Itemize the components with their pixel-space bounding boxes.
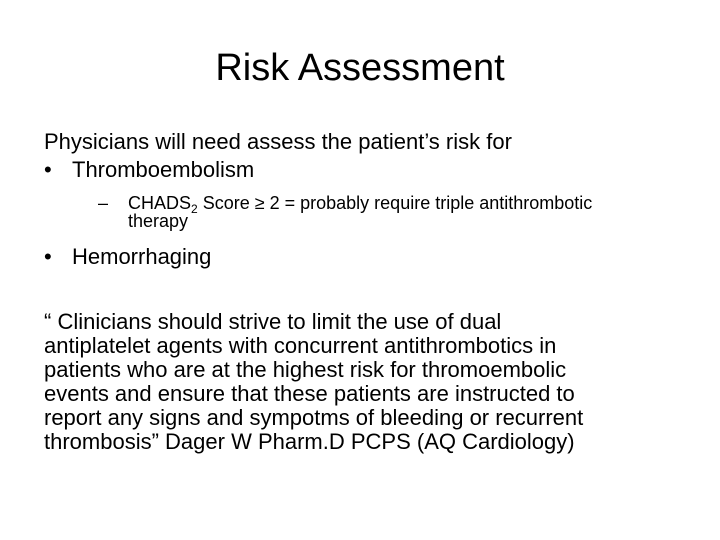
chads-subscript: 2 [191, 202, 198, 216]
chads-label: CHADS [128, 193, 192, 213]
chads-rest-line1: Score ≥ 2 = probably require triple antithrombotic [197, 193, 593, 213]
intro-text: Physicians will need assess the patient’s risk for [44, 129, 512, 154]
bullet-hemorrhaging [44, 243, 211, 271]
quote-line: report any signs and sympotms of bleeding or recurrent [44, 405, 584, 430]
slide-title: Risk Assessment [215, 47, 505, 89]
quote-block [44, 310, 684, 454]
quote-line: patients who are at the highest risk for thromoembolic [44, 357, 567, 382]
bullet-thromboembolism [44, 156, 254, 184]
bullet-text: Hemorrhaging [72, 244, 212, 269]
quote-line: “ Clinicians should strive to limit the use of dual [44, 309, 502, 334]
quote-line: thrombosis” Dager W Pharm.D PCPS (AQ Cardiology) [44, 429, 575, 454]
sub-bullet-chads2 [98, 194, 688, 230]
sub-bullet-text [128, 194, 688, 230]
quote-line: antiplatelet agents with concurrent antithrombotics in [44, 333, 557, 358]
chads-rest-line2: therapy [128, 211, 189, 231]
bullet-text: Thromboembolism [72, 157, 255, 182]
sub-bullet-marker: – [98, 193, 109, 213]
bullet-marker: • [44, 157, 52, 182]
bullet-marker: • [44, 244, 52, 269]
quote-line: events and ensure that these patients are instructed to [44, 381, 575, 406]
